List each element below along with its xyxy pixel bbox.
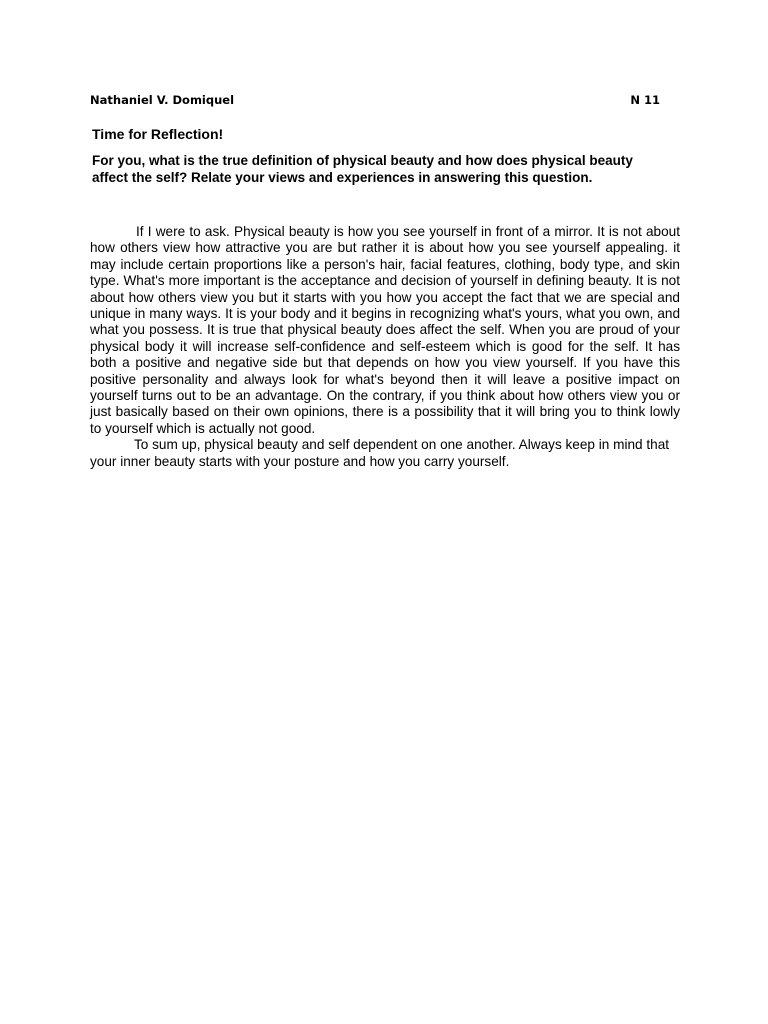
document-header bbox=[90, 93, 660, 107]
essay-paragraph-2: To sum up, physical beauty and self dependent on one another. Always keep in mind that your inner beauty starts with your posture and how you carry yourself. bbox=[90, 437, 670, 469]
essay-paragraph-1: If I were to ask. Physical beauty is how you see yourself in front of a mirror. It is not about how others view how attractive you are but rather it is about how you see yourself appealing. it may include certain proportions like a person's hair, facial features, clothing, body type, and skin type. What's more important is the acceptance and decision of yourself in defining beauty. It is not about how others view you but it starts with you how you accept the fact that we are special and unique in many ways. It is your body and it begins in recognizing what's yours, what you own, and what you possess. It is true that physical beauty does affect the self. When you are proud of your physical body it will increase self-confidence and self-esteem which is good for the self. It has both a positive and negative side but that depends on how you view yourself. If you have this positive personality and always look for what's beyond then it will leave a positive impact on yourself turns out to be an advantage. On the contrary, if you think about how others view you or just basically based on their own opinions, there is a possibility that it will bring you to think lowly to yourself which is actually not good. bbox=[90, 224, 680, 436]
essay-body bbox=[90, 224, 680, 470]
reflection-question: For you, what is the true definition of physical beauty and how does physical beauty affect the self? Relate your views and experiences in answering this question. bbox=[92, 153, 633, 185]
document-heading: Time for Reflection! bbox=[92, 126, 224, 142]
author-name: Nathaniel V. Domiquel bbox=[90, 93, 235, 107]
section-label: N 11 bbox=[630, 93, 660, 107]
